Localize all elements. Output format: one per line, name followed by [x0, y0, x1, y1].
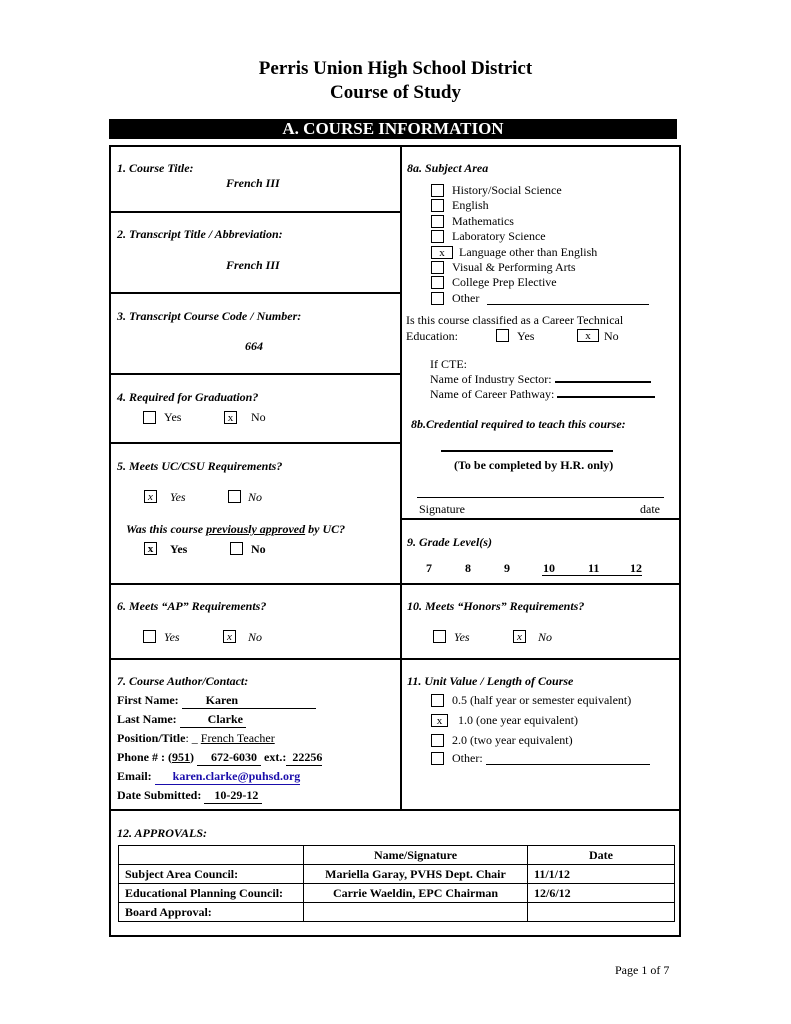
- unit-value-label: 11. Unit Value / Length of Course: [407, 674, 574, 688]
- approvals-label: 12. APPROVALS:: [117, 826, 208, 840]
- transcript-code-value: 664: [245, 339, 263, 353]
- first-name-row: First Name: Karen: [117, 693, 316, 709]
- graduation-label: 4. Required for Graduation?: [117, 390, 259, 404]
- honors-yes-label: Yes: [454, 630, 470, 644]
- approvals-table: [118, 845, 675, 922]
- column-divider: [400, 147, 402, 809]
- divider: [111, 292, 400, 294]
- grade-10: 10: [543, 561, 555, 575]
- divider: [111, 442, 400, 444]
- subject-option-label: Mathematics: [452, 214, 514, 228]
- unit-checkbox[interactable]: [431, 752, 444, 765]
- table-cell: [119, 846, 304, 865]
- page-number: Page 1 of 7: [615, 963, 670, 977]
- uccsu-yes-checkbox[interactable]: x: [144, 490, 157, 503]
- subject-checkbox[interactable]: [431, 292, 444, 305]
- subject-option-label: Visual & Performing Arts: [452, 260, 576, 274]
- industry-sector-row: Name of Industry Sector:: [430, 372, 651, 387]
- table-row: [119, 846, 675, 865]
- section-heading: A. COURSE INFORMATION: [109, 119, 677, 139]
- email-link[interactable]: karen.clarke@puhsd.org: [155, 769, 301, 785]
- phone-row: Phone # : (951) 672-6030 ext.: 22256: [117, 750, 323, 764]
- divider: [111, 211, 400, 213]
- uc-approved-no-label: No: [251, 542, 266, 556]
- honors-no-checkbox[interactable]: x: [513, 630, 526, 643]
- subject-checkbox[interactable]: [431, 261, 444, 274]
- uccsu-yes-label: Yes: [170, 490, 186, 504]
- unit-option-label: Other:: [452, 751, 483, 765]
- approval-body: Board Approval:: [119, 903, 304, 922]
- col-date-header: Date: [528, 846, 675, 865]
- uccsu-no-label: No: [248, 490, 263, 504]
- hr-note: (To be completed by H.R. only): [454, 458, 614, 472]
- unit-checkbox[interactable]: x: [431, 714, 448, 727]
- unit-option-label: 1.0 (one year equivalent): [458, 713, 578, 727]
- subject-checkbox[interactable]: [431, 184, 444, 197]
- subject-checkbox[interactable]: x: [431, 246, 453, 259]
- table-row: [119, 884, 675, 903]
- table-row: [119, 903, 675, 922]
- last-name-value: Clarke: [180, 712, 246, 728]
- uc-approved-question: Was this course previously approved by UC?: [126, 522, 346, 536]
- subject-checkbox[interactable]: [431, 215, 444, 228]
- grade-8: 8: [465, 561, 471, 575]
- subject-option-label: Laboratory Science: [452, 229, 546, 243]
- divider: [111, 809, 679, 811]
- if-cte-label: If CTE:: [430, 357, 467, 371]
- graduation-yes-checkbox[interactable]: [143, 411, 156, 424]
- cte-no-checkbox[interactable]: x: [577, 329, 599, 342]
- subject-checkbox[interactable]: [431, 276, 444, 289]
- honors-yes-checkbox[interactable]: [433, 630, 446, 643]
- col-name-header: Name/Signature: [304, 846, 528, 865]
- approval-name: Mariella Garay, PVHS Dept. Chair: [304, 865, 528, 884]
- graduation-no-checkbox[interactable]: x: [224, 411, 237, 424]
- district-title: Perris Union High School District: [258, 58, 533, 79]
- course-title-value: French III: [226, 176, 280, 190]
- approval-body: Educational Planning Council:: [119, 884, 304, 903]
- last-name-row: Last Name: Clarke: [117, 712, 246, 728]
- grade-11: 11: [588, 561, 600, 575]
- position-row: Position/Title: _ French Teacher: [117, 731, 275, 745]
- credential-label: 8b.Credential required to teach this course:: [411, 417, 626, 431]
- ap-yes-label: Yes: [164, 630, 180, 644]
- divider: [111, 373, 400, 375]
- approval-date: 11/1/12: [528, 865, 675, 884]
- approval-date: 12/6/12: [528, 884, 675, 903]
- subject-option-label: Other: [452, 291, 480, 305]
- signature-line[interactable]: [417, 497, 664, 498]
- career-pathway-field[interactable]: [557, 396, 655, 398]
- ap-no-checkbox[interactable]: x: [223, 630, 236, 643]
- honors-label: 10. Meets “Honors” Requirements?: [407, 599, 585, 613]
- approval-body: Subject Area Council:: [119, 865, 304, 884]
- form-frame: [109, 145, 681, 937]
- subject-other-field[interactable]: [487, 304, 649, 305]
- course-title-label: 1. Course Title:: [117, 161, 194, 175]
- subject-option-label: English: [452, 198, 489, 212]
- credential-line[interactable]: [441, 450, 613, 452]
- ap-no-label: No: [248, 630, 263, 644]
- unit-checkbox[interactable]: [431, 734, 444, 747]
- author-label: 7. Course Author/Contact:: [117, 674, 249, 688]
- uc-approved-yes-label: Yes: [170, 542, 188, 556]
- grade-12: 12: [630, 561, 642, 575]
- subject-option-label: History/Social Science: [452, 183, 562, 197]
- uc-approved-no-checkbox[interactable]: [230, 542, 243, 555]
- grade-7: 7: [426, 561, 432, 575]
- divider: [111, 658, 679, 660]
- ap-label: 6. Meets “AP” Requirements?: [117, 599, 267, 613]
- date-submitted-value: 10-29-12: [204, 788, 262, 804]
- career-pathway-row: Name of Career Pathway:: [430, 387, 655, 402]
- subject-checkbox[interactable]: [431, 230, 444, 243]
- transcript-title-label: 2. Transcript Title / Abbreviation:: [117, 227, 283, 241]
- uccsu-no-checkbox[interactable]: [228, 490, 241, 503]
- date-submitted-row: Date Submitted: 10-29-12: [117, 788, 262, 804]
- graduation-no-label: No: [251, 410, 266, 424]
- cte-no-label: No: [604, 329, 619, 343]
- signature-label: Signature: [419, 502, 465, 516]
- phone-area: 951: [172, 750, 190, 764]
- industry-sector-field[interactable]: [555, 381, 651, 383]
- first-name-value: Karen: [182, 693, 316, 709]
- document-title: Course of Study: [330, 82, 461, 103]
- subject-option-label: College Prep Elective: [452, 275, 557, 289]
- cte-question-2: Education:: [406, 329, 458, 343]
- divider: [400, 518, 679, 520]
- transcript-title-value: French III: [226, 258, 280, 272]
- position-value: French Teacher: [200, 731, 275, 745]
- grade-9: 9: [504, 561, 510, 575]
- subject-area-label: 8a. Subject Area: [407, 161, 489, 175]
- graduation-yes-label: Yes: [164, 410, 182, 424]
- divider: [111, 583, 679, 585]
- table-row: [119, 865, 675, 884]
- email-row: Email: karen.clarke@puhsd.org: [117, 769, 301, 783]
- phone-ext: 22256: [286, 750, 322, 766]
- unit-option-label: 2.0 (two year equivalent): [452, 733, 573, 747]
- unit-checkbox[interactable]: [431, 694, 444, 707]
- phone-number: 672-6030: [197, 750, 261, 766]
- cte-yes-checkbox[interactable]: [496, 329, 509, 342]
- signature-date-label: date: [640, 502, 660, 516]
- cte-question: Is this course classified as a Career Technical: [406, 313, 624, 327]
- grade-level-label: 9. Grade Level(s): [407, 535, 492, 549]
- approval-name: Carrie Waeldin, EPC Chairman: [304, 884, 528, 903]
- approval-name[interactable]: [304, 903, 528, 922]
- unit-option-label: 0.5 (half year or semester equivalent): [452, 693, 632, 707]
- honors-no-label: No: [538, 630, 553, 644]
- uccsu-label: 5. Meets UC/CSU Requirements?: [117, 459, 283, 473]
- cte-yes-label: Yes: [517, 329, 535, 343]
- unit-other-field[interactable]: [486, 764, 650, 765]
- subject-checkbox[interactable]: [431, 199, 444, 212]
- transcript-code-label: 3. Transcript Course Code / Number:: [117, 309, 302, 323]
- subject-option-label: Language other than English: [459, 245, 598, 259]
- uc-approved-yes-checkbox[interactable]: x: [144, 542, 157, 555]
- approval-date[interactable]: [528, 903, 675, 922]
- ap-yes-checkbox[interactable]: [143, 630, 156, 643]
